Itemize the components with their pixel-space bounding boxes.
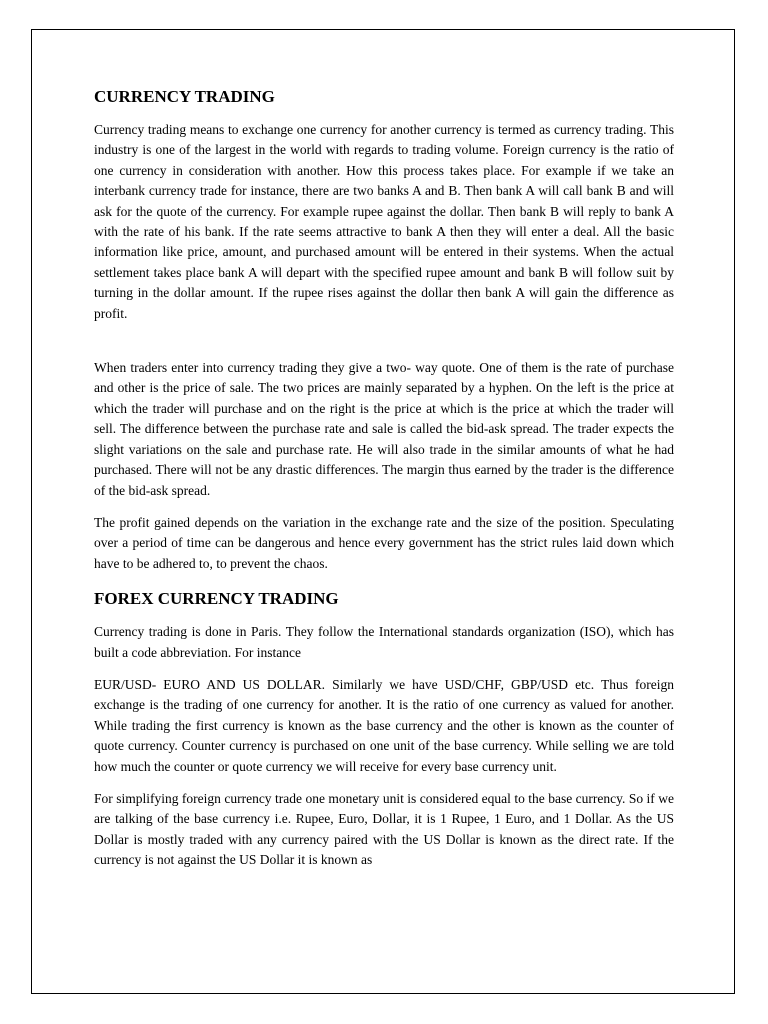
document-body xyxy=(94,86,674,883)
paragraph-spacer xyxy=(94,336,674,358)
paragraph: Currency trading is done in Paris. They follow the International standards organization (ISO), which has built a code abbreviation. For instance xyxy=(94,624,674,660)
section-heading-currency-trading: CURRENCY TRADING xyxy=(94,87,275,106)
paragraph: EUR/USD- EURO AND US DOLLAR. Similarly we have USD/CHF, GBP/USD etc. Thus foreign exchange is the trading of one currency for another. It is the ratio of one currency as valued for another. While trading the first currency is known as the base currency and the other is known as the counter of quote currency. Counter currency is purchased on one unit of the base currency. While selling we are told how much the counter or quote currency we will receive for every base currency unit. xyxy=(94,676,674,774)
paragraph: When traders enter into currency trading they give a two- way quote. One of them is the rate of purchase and other is the price of sale. The two prices are mainly separated by a hyphen. On the left is the price at which the trader will purchase and on the right is the price at which is the price at which the trader will sell. The difference between the purchase rate and sale is called the bid-ask spread. The trader expects the slight variations on the sale and purchase rate. He will also trade in the similar amounts of what he had purchased. There will not be any drastic differences. The margin thus earned by the trader is the difference of the bid-ask spread. xyxy=(94,360,674,498)
section-heading-forex-currency-trading: FOREX CURRENCY TRADING xyxy=(94,589,339,609)
paragraph: Currency trading means to exchange one currency for another currency is termed as currency trading. This industry is one of the largest in the world with regards to trading volume. Foreign currency is the ratio of one currency in consideration with another. How this process takes place. For example if we take an interbank currency trade for instance, there are two banks A and B. Then bank A will call bank B and will ask for the quote of the currency. For example rupee against the dollar. Then bank B will reply to bank A with the rate of his bank. If the rate seems attractive to bank A then they will enter a deal. All the basic information like price, amount, and purchased amount will be entered in their systems. When the actual settlement takes place bank A will depart with the specified rupee amount and bank B will follow suit by turning in the dollar amount. If the rupee rises against the dollar then bank A will gain the difference as profit. xyxy=(94,122,674,321)
paragraph: The profit gained depends on the variation in the exchange rate and the size of the position. Speculating over a period of time can be dangerous and hence every government has the strict rules laid down which have to be adhered to, to prevent the chaos. xyxy=(94,514,674,571)
paragraph: For simplifying foreign currency trade one monetary unit is considered equal to the base currency. So if we are talking of the base currency i.e. Rupee, Euro, Dollar, it is 1 Rupee, 1 Euro, and 1 Dollar. As the US Dollar is mostly traded with any currency paired with the US Dollar is known as the direct rate. If the currency is not against the US Dollar it is known as xyxy=(94,790,674,868)
